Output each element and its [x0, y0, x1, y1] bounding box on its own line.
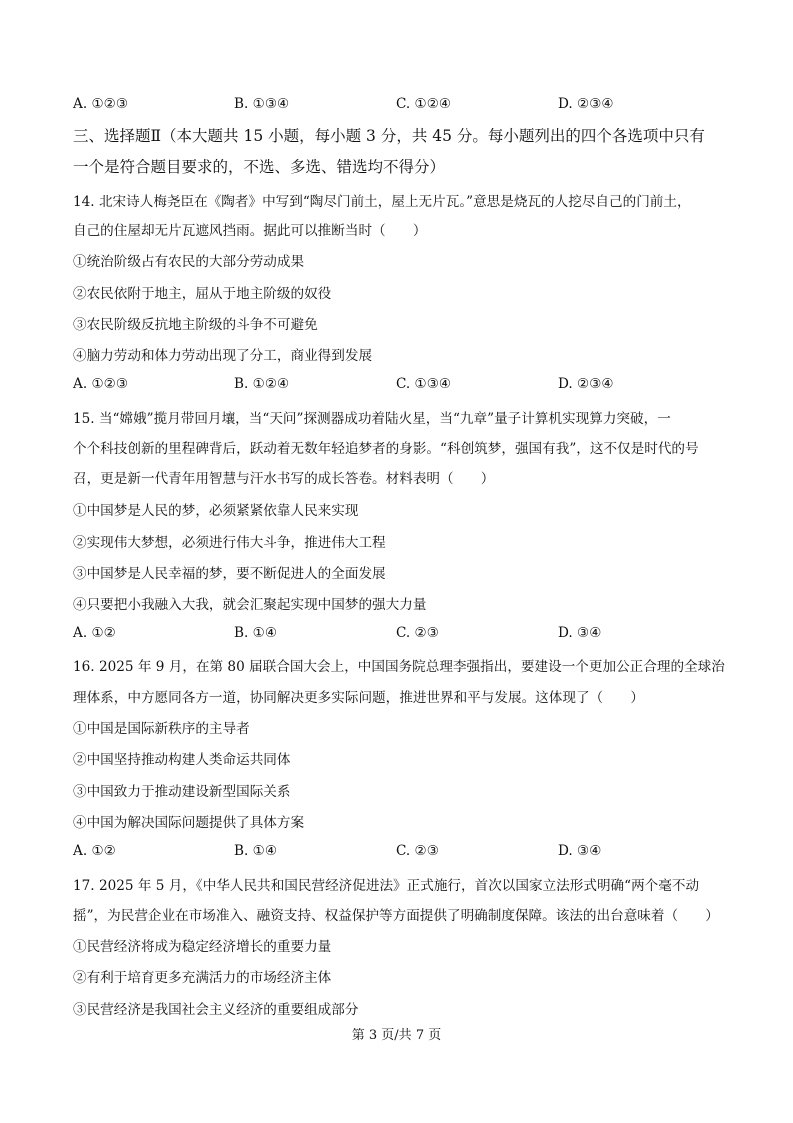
option-c: C. ②③: [396, 625, 439, 641]
question-15-item-4: ④只要把小我融入大我，就会汇聚起实现中国梦的强大力量: [73, 597, 427, 613]
question-16-item-2: ②中国坚持推动构建人类命运共同体: [73, 752, 291, 768]
question-17-item-3: ③民营经济是我国社会主义经济的重要组成部分: [73, 1002, 359, 1018]
option-a: A. ①②③: [73, 96, 129, 112]
option-d: D. ②③④: [558, 376, 614, 392]
question-17-item-1: ①民营经济将成为稳定经济增长的重要力量: [73, 939, 332, 955]
question-17-stem-line-1: 17. 2025 年 5 月，《中华人民共和国民营经济促进法》正式施行，首次以国家立法形式明确“两个毫不动: [73, 878, 700, 894]
option-a: A. ①②③: [73, 376, 129, 392]
page-number-footer: 第 3 页/共 7 页: [351, 1028, 442, 1043]
option-b: B. ①③④: [234, 96, 290, 112]
section-heading-line-2: 一个是符合题目要求的，不选、多选、错选均不得分）: [73, 158, 446, 176]
question-15-stem-line-1: 15. 当“嫦娥”揽月带回月壤，当“天问”探测器成功着陆火星，当“九章”量子计算机实现算力突破，一: [73, 411, 671, 427]
question-17-stem-line-2: 摇”，为民营企业在市场准入、融资支持、权益保护等方面提供了明确制度保障。该法的出台意味着（ ）: [73, 908, 719, 924]
option-c: C. ①②④: [396, 96, 452, 112]
question-16-item-3: ③中国致力于推动建设新型国际关系: [73, 784, 291, 800]
question-15-item-3: ③中国梦是人民幸福的梦，要不断促进人的全面发展: [73, 566, 386, 582]
question-16-item-4: ④中国为解决国际问题提供了具体方案: [73, 815, 305, 831]
option-b: B. ①④: [234, 843, 278, 859]
question-14-item-4: ④脑力劳动和体力劳动出现了分工，商业得到发展: [73, 348, 373, 364]
option-b: B. ①④: [234, 625, 278, 641]
option-d: D. ②③④: [558, 96, 614, 112]
option-d: D. ③④: [558, 843, 602, 859]
question-16-item-1: ①中国是国际新秩序的主导者: [73, 721, 250, 737]
question-14-options: [73, 376, 713, 396]
question-15-item-2: ②实现伟大梦想，必须进行伟大斗争，推进伟大工程: [73, 535, 386, 551]
option-c: C. ①③④: [396, 376, 452, 392]
question-14-item-1: ①统治阶级占有农民的大部分劳动成果: [73, 254, 305, 270]
question-16-stem-line-1: 16. 2025 年 9 月，在第 80 届联合国大会上，中国国务院总理李强指出，要建设一个更加公正合理的全球治: [73, 659, 725, 675]
option-a: A. ①②: [73, 625, 116, 641]
question-17-item-2: ②有利于培育更多充满活力的市场经济主体: [73, 970, 332, 986]
question-16-options: [73, 843, 713, 863]
question-15-item-1: ①中国梦是人民的梦，必须紧紧依靠人民来实现: [73, 503, 359, 519]
question-15-options: [73, 625, 713, 645]
question-16-stem-line-2: 理体系，中方愿同各方一道，协同解决更多实际问题，推进世界和平与发展。这体现了（ ）: [73, 690, 644, 706]
question-14-item-3: ③农民阶级反抗地主阶级的斗争不可避免: [73, 317, 318, 333]
question-14-stem-line-1: 14. 北宋诗人梅尧臣在《陶者》中写到“陶尽门前土，屋上无片瓦。”意思是烧瓦的人挖尽自己的门前土，: [73, 194, 691, 210]
option-d: D. ③④: [558, 625, 602, 641]
option-c: C. ②③: [396, 843, 439, 859]
question-14-stem-line-2: 自己的住屋却无片瓦遮风挡雨。据此可以推断当时（ ）: [73, 223, 427, 239]
top-options-row: [73, 96, 713, 116]
question-14-item-2: ②农民依附于地主，屈从于地主阶级的奴役: [73, 286, 332, 302]
section-heading-line-1: 三、选择题Ⅱ（本大题共 15 小题，每小题 3 分，共 45 分。每小题列出的四个各选项中只有: [73, 127, 705, 145]
option-b: B. ①②④: [234, 376, 290, 392]
option-a: A. ①②: [73, 843, 116, 859]
question-15-stem-line-3: 召，更是新一代青年用智慧与汗水书写的成长答卷。材料表明（ ）: [73, 471, 495, 487]
question-15-stem-line-2: 个个科技创新的里程碑背后，跃动着无数年轻追梦者的身影。“科创筑梦，强国有我”，这不仅是时代的号: [73, 441, 699, 457]
